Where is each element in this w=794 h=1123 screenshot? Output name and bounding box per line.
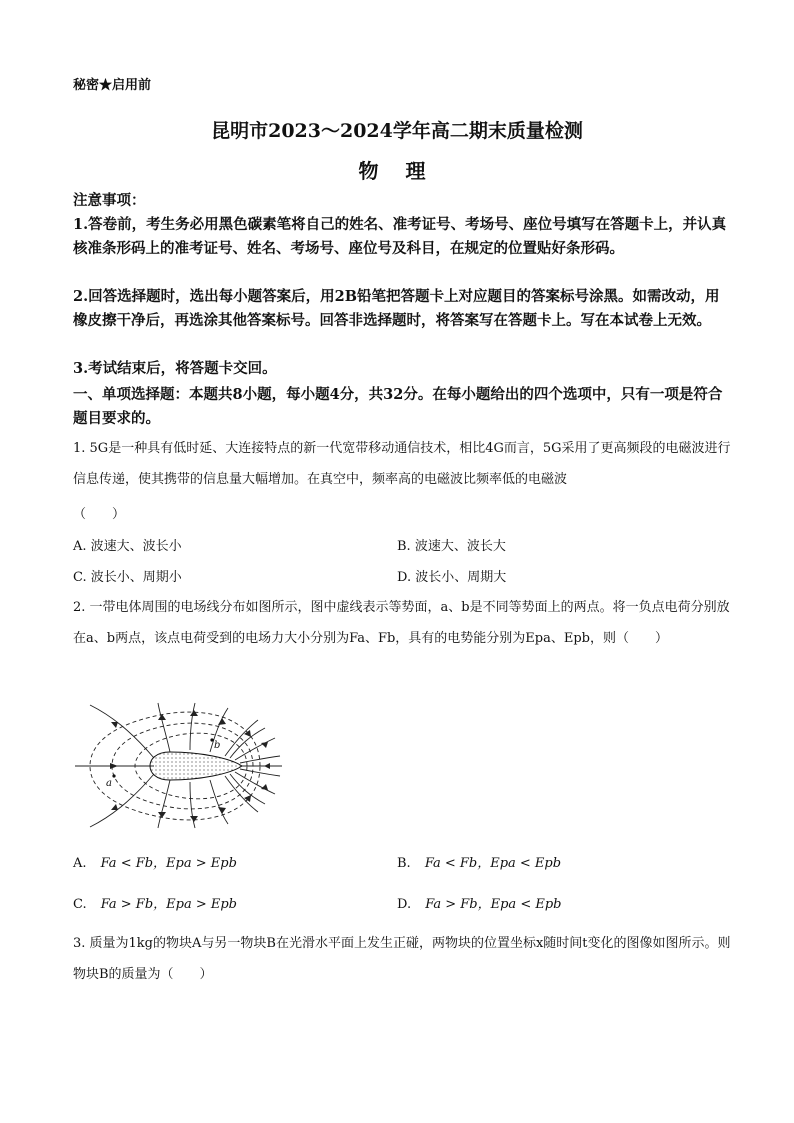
q2-option-d-expr: Fa > Fb，Epa < Epb xyxy=(425,897,562,912)
confidential-mark: 秘密★启用前 xyxy=(73,78,152,93)
q1-option-b: B. 波速大、波长大 xyxy=(397,539,506,554)
q2-option-d-letter: D. xyxy=(397,897,412,912)
q2-option-b-letter: B. xyxy=(397,856,411,871)
notice-item-1: 1.答卷前，考生务必用黑色碳素笔将自己的姓名、准考证号、考场号、座位号填写在答题卡上，并认真核准条形码上的准考证号、姓名、考场号、座位号及科目，在规定的位置贴好条形码。 xyxy=(73,216,727,257)
q1-stem: 1. 5G是一种具有低时延、大连接特点的新一代宽带移动通信技术，相比4G而言，5G采用了更高频段的电磁波进行信息传递，使其携带的信息量大幅增加。在真空中，频率高的电磁波比频率低的电磁波 xyxy=(73,441,731,487)
point-a xyxy=(112,774,115,777)
exam-title: 昆明市2023～2024学年高二期末质量检测 xyxy=(211,120,583,142)
notice-item-3: 3.考试结束后，将答题卡交回。 xyxy=(73,360,277,377)
electric-field-figure xyxy=(70,700,285,830)
q2-option-c-letter: C. xyxy=(73,897,87,912)
q1-option-c: C. 波长小、周期小 xyxy=(73,570,182,585)
label-a: a xyxy=(106,778,112,789)
q2-option-a-letter: A. xyxy=(73,856,87,871)
q2-option-b xyxy=(397,852,561,871)
q2-option-a-expr: Fa < Fb，Epa > Epb xyxy=(100,856,237,871)
label-b: b xyxy=(214,740,221,751)
q2-option-a xyxy=(73,852,237,871)
charged-body xyxy=(150,752,242,780)
section-heading: 一、单项选择题：本题共8小题，每小题4分，共32分。在每小题给出的四个选项中，只有一项是符合题目要求的。 xyxy=(73,386,723,427)
q1-option-d: D. 波长小、周期大 xyxy=(397,570,507,585)
q1-option-a: A. 波速大、波长小 xyxy=(73,539,182,554)
q2-option-b-expr: Fa < Fb，Epa < Epb xyxy=(424,856,562,871)
notice-item-2: 2.回答选择题时，选出每小题答案后，用2B铅笔把答题卡上对应题目的答案标号涂黑。如需改动，用橡皮擦干净后，再选涂其他答案标号。回答非选择题时，将答案写在答题卡上。写在本试卷上无效。 xyxy=(73,288,720,329)
notice-heading: 注意事项： xyxy=(73,192,146,209)
q2-option-c xyxy=(73,893,237,912)
subject-title: 物 理 xyxy=(358,159,436,183)
q2-stem: 2. 一带电体周围的电场线分布如图所示，图中虚线表示等势面，a、b是不同等势面上的两点。将一负点电荷分别放在a、b两点，该点电荷受到的电场力大小分别为Fa、Fb，具有的电势能分别为Epa、Epb，则（ ） xyxy=(73,600,730,646)
q2-option-d xyxy=(397,893,561,912)
q1-paren: （ ） xyxy=(73,507,126,522)
q3-stem: 3. 质量为1kg的物块A与另一物块B在光滑水平面上发生正碰，两物块的位置坐标x随时间t变化的图像如图所示。则物块B的质量为（ ） xyxy=(73,936,731,982)
q2-option-c-expr: Fa > Fb，Epa > Epb xyxy=(100,897,238,912)
